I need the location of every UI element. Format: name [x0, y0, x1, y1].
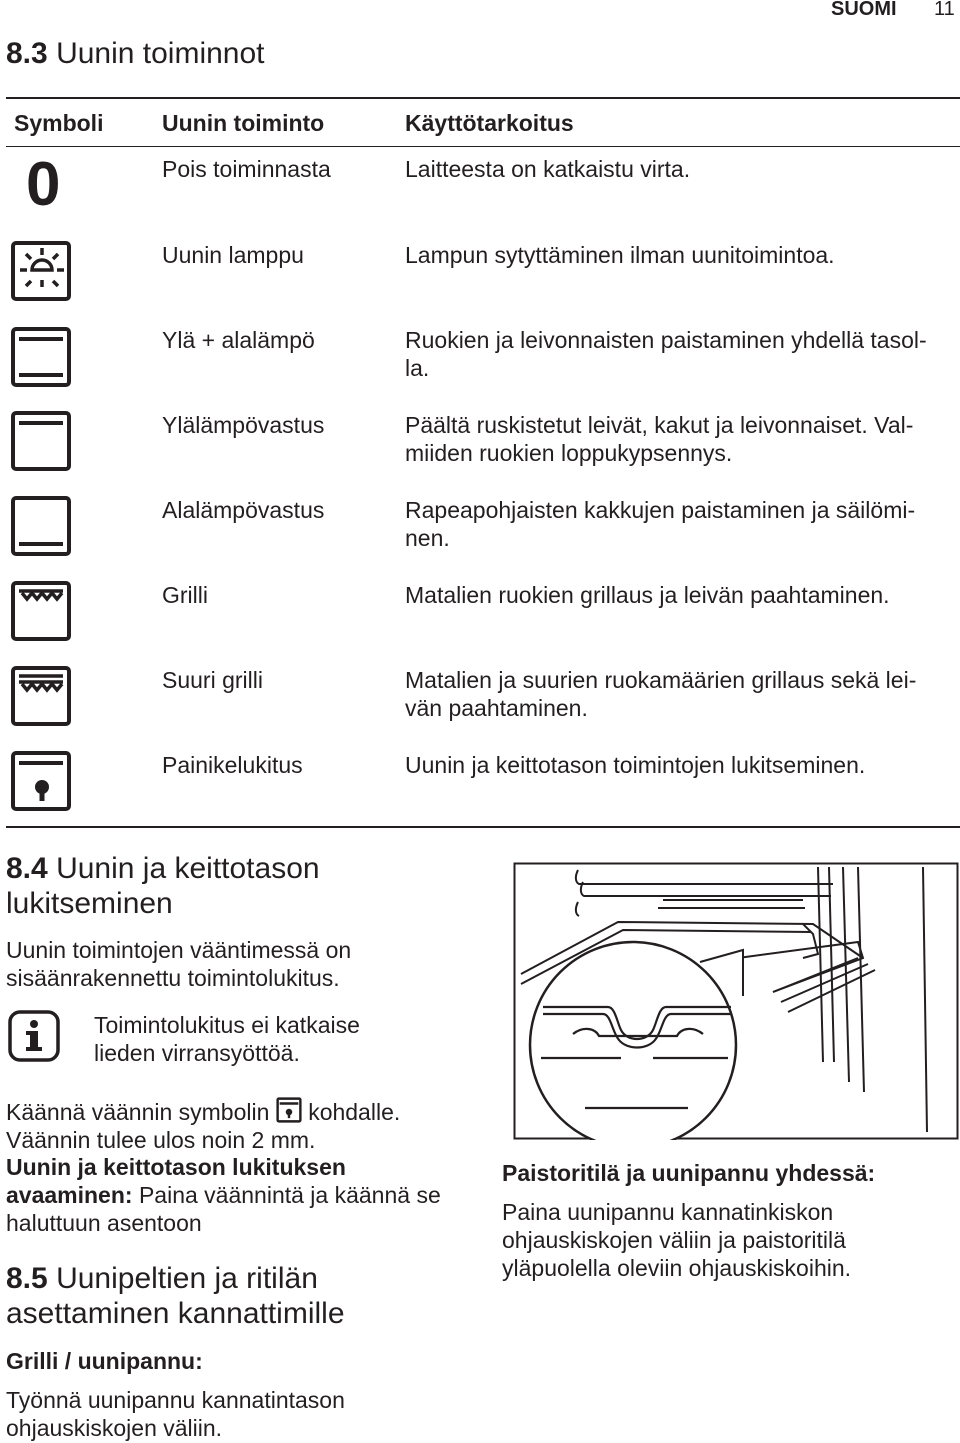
row-use: Uunin ja keittotason toimintojen lukitseminen.	[405, 752, 866, 778]
info-icon	[8, 1010, 60, 1062]
bottom-heat-icon	[10, 495, 74, 559]
large-grill-icon	[10, 665, 74, 729]
row-function: Ylälämpövastus	[162, 412, 325, 438]
oven-rack-tray-illustration	[513, 862, 959, 1140]
right-subhead: Paistoritilä ja uunipannu yhdessä:	[502, 1160, 876, 1186]
section-85-text: Työnnä uunipannu kannatintason ohjauskiskojen väliin.	[6, 1387, 345, 1441]
section-84-title: 8.4 Uunin ja keittotason lukitseminen	[6, 852, 320, 920]
row-use: Laitteesta on katkaistu virta.	[405, 156, 691, 182]
table-header-function: Uunin toiminto	[162, 110, 325, 136]
table-header-rule	[6, 146, 960, 147]
row-use: Lampun sytyttäminen ilman uunitoimintoa.	[405, 242, 835, 268]
table-header-use: Käyttötarkoitus	[405, 110, 574, 136]
row-function: Uunin lamppu	[162, 242, 304, 268]
unlock-instruction: Uunin ja keittotason lukituksen avaaminen: Paina väännintä ja käännä se haluttuun asentoon	[6, 1154, 441, 1236]
header-language: SUOMI	[831, 0, 897, 20]
section-83-title-text: Uunin toiminnot	[56, 37, 265, 70]
section-84-number: 8.4	[6, 852, 48, 885]
table-header-symbol: Symboli	[14, 110, 104, 136]
row-use: Päältä ruskistetut leivät, kakut ja leivonnaiset. Val- miiden ruokien loppukypsennys.	[405, 412, 914, 466]
grill-icon	[10, 580, 74, 644]
header-page-number: 11	[934, 0, 955, 20]
off-zero-icon: 0	[26, 150, 61, 219]
row-use: Ruokien ja leivonnaisten paistaminen yhdellä tasol- la.	[405, 327, 927, 381]
lock-step: Käännä väännin symbolin kohdalle. Väännin tulee ulos noin 2 mm.	[6, 1099, 401, 1153]
right-text: Paina uunipannu kannatinkiskon ohjauskiskojen väliin ja paistoritilä yläpuolella oleviin ohjauskiskoihin.	[502, 1199, 852, 1281]
table-bottom-rule	[6, 826, 960, 828]
row-function: Ylä + alalämpö	[162, 327, 315, 353]
control-lock-icon	[10, 750, 74, 814]
oven-lamp-icon	[10, 240, 74, 304]
top-heat-icon	[10, 410, 74, 474]
section-83-title	[6, 36, 265, 71]
row-use: Matalien ruokien grillaus ja leivän paahtaminen.	[405, 582, 890, 608]
table-top-rule	[6, 97, 960, 99]
row-function: Painikelukitus	[162, 752, 303, 778]
section-85-subhead: Grilli / uunipannu:	[6, 1348, 203, 1374]
section-85-title: 8.5 Uunipeltien ja ritilän asettaminen kannattimille	[6, 1262, 345, 1330]
inline-lock-icon	[276, 1097, 302, 1123]
section-84-intro: Uunin toimintojen vääntimessä on sisäänrakennettu toimintolukitus.	[6, 937, 352, 991]
row-function: Pois toiminnasta	[162, 156, 331, 182]
row-use: Rapeapohjaisten kakkujen paistaminen ja säilömi- nen.	[405, 497, 916, 551]
section-83-number: 8.3	[6, 37, 48, 70]
row-function: Suuri grilli	[162, 667, 263, 693]
row-function: Alalämpövastus	[162, 497, 325, 523]
section-85-number: 8.5	[6, 1262, 48, 1295]
row-use: Matalien ja suurien ruokamäärien grillaus sekä lei- vän paahtaminen.	[405, 667, 917, 721]
info-note: Toimintolukitus ei katkaise lieden virransyöttöä.	[94, 1012, 360, 1066]
row-function: Grilli	[162, 582, 208, 608]
top-bottom-heat-icon	[10, 326, 74, 390]
